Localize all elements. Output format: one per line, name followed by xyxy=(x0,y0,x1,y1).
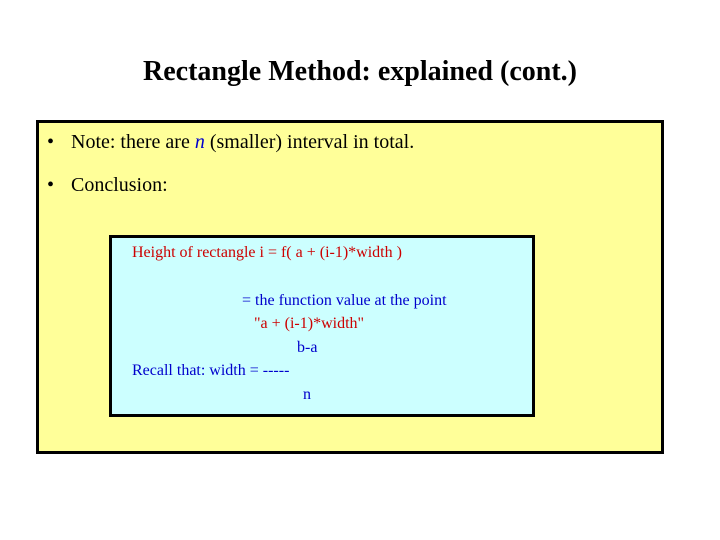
content-box xyxy=(36,120,664,454)
conclusion-text: Conclusion: xyxy=(71,174,168,196)
function-value-text: = the function value at the point xyxy=(242,292,447,309)
height-formula: Height of rectangle i = f( a + (i-1)*width ) xyxy=(132,244,402,261)
note-suffix: (smaller) interval in total. xyxy=(204,131,415,153)
point-expression: "a + (i-1)*width" xyxy=(254,315,365,332)
bullet-marker: • xyxy=(47,131,55,153)
bullet-marker: • xyxy=(47,174,55,196)
note-variable-n: n xyxy=(194,131,205,153)
bullet-note xyxy=(47,131,414,154)
width-numerator: b-a xyxy=(297,339,318,356)
recall-width-formula: Recall that: width = ----- xyxy=(132,362,290,379)
slide-title: Rectangle Method: explained (cont.) xyxy=(143,56,577,87)
width-denominator: n xyxy=(303,386,311,403)
bullet-conclusion xyxy=(47,174,168,197)
formula-box xyxy=(109,235,535,417)
note-prefix: Note: there are xyxy=(71,131,195,153)
